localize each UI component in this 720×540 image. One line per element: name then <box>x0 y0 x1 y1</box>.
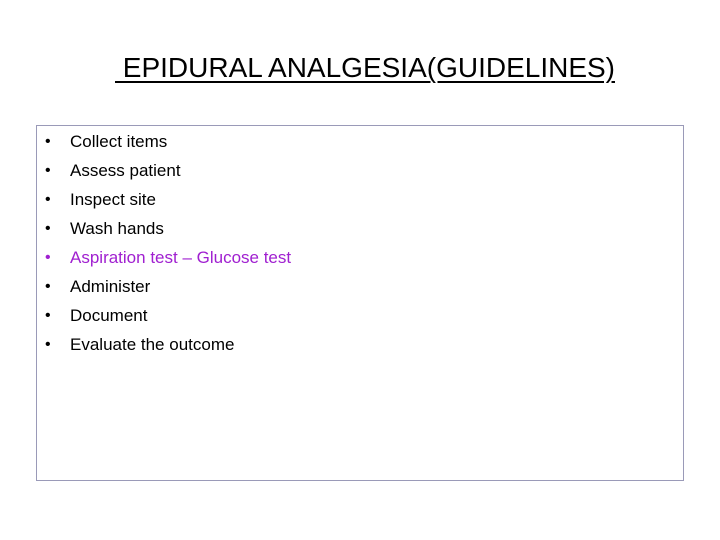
bullet-icon: • <box>45 191 51 208</box>
bullet-text: Assess patient <box>70 161 181 180</box>
bullet-icon: • <box>45 162 51 179</box>
bullet-text: Inspect site <box>70 190 156 209</box>
bullet-text: Administer <box>70 277 151 296</box>
bullet-icon: • <box>45 220 51 237</box>
bullet-icon: • <box>45 249 51 266</box>
bullet-icon: • <box>45 307 51 324</box>
bullet-text: Aspiration test – Glucose test <box>70 248 292 267</box>
bullet-text: Collect items <box>70 132 168 151</box>
bullet-text: Document <box>70 306 148 325</box>
bullet-icon: • <box>45 133 51 150</box>
bullet-text: Evaluate the outcome <box>70 335 235 354</box>
slide-title: EPIDURAL ANALGESIA(GUIDELINES) <box>115 52 615 83</box>
bullet-icon: • <box>45 278 51 295</box>
bullet-text: Wash hands <box>70 219 164 238</box>
bullet-icon: • <box>45 336 51 353</box>
